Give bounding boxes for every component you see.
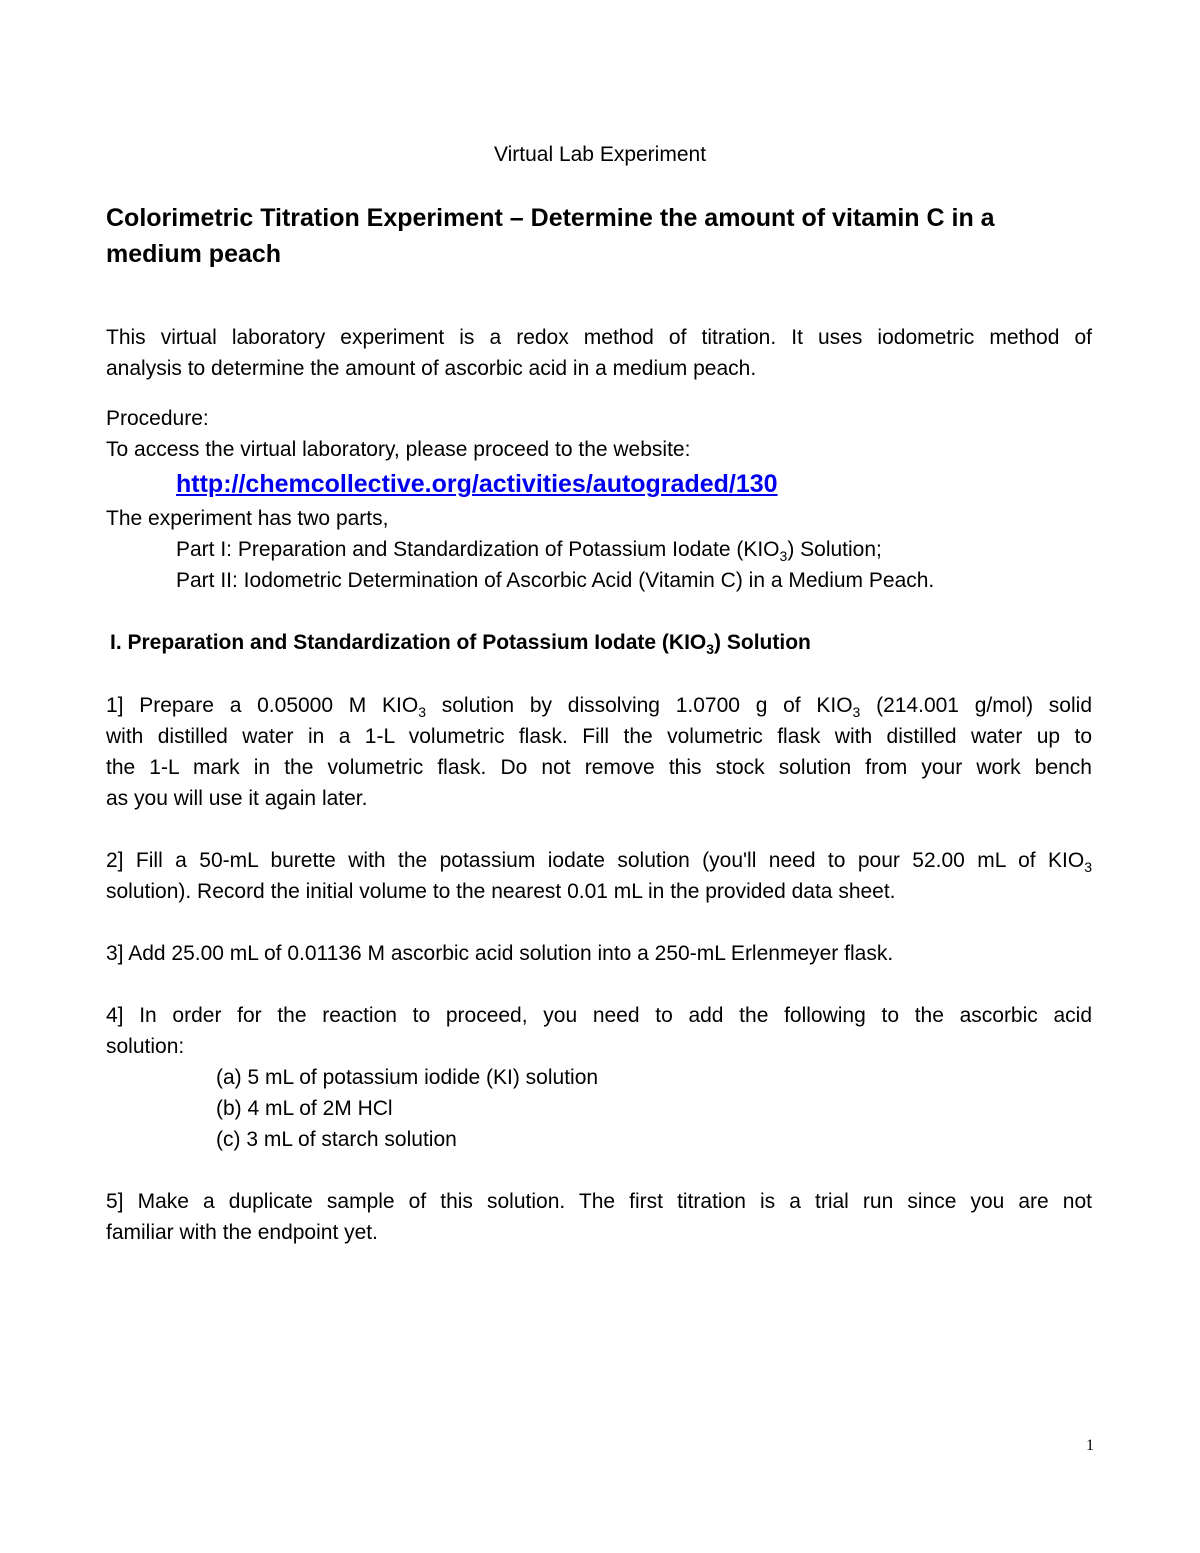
access-text: To access the virtual laboratory, please proceed to the website: (106, 438, 691, 461)
step5-line2: familiar with the endpoint yet. (106, 1221, 378, 1244)
part1-line: Part I: Preparation and Standardization of Potassium Iodate $(KIO_3)$ Solution; (176, 538, 882, 564)
step1-line3: the 1-L mark in the volumetric flask. Do not remove this stock solution from your work bench (106, 756, 1092, 779)
step4-item-a: (a) 5 mL of potassium iodide (KI) solution (216, 1066, 599, 1089)
intro-line2: analysis to determine the amount of ascorbic acid in a medium peach. (106, 357, 757, 380)
step1-line4: as you will use it again later. (106, 787, 368, 810)
part2-line: Part II: Iodometric Determination of Ascorbic Acid (Vitamin C) in a Medium Peach. (176, 569, 935, 592)
section1-heading: I. Preparation and Standardization of Potassium Iodate $(KIO_3)$ Solution (110, 631, 811, 657)
step3-line: 3] Add 25.00 mL of 0.01136 M ascorbic acid solution into a 250-mL Erlenmeyer flask. (106, 942, 894, 965)
step4-line2: solution: (106, 1035, 185, 1058)
intro-line1: This virtual laboratory experiment is a redox method of titration. It uses iodometric method of (106, 326, 1092, 349)
step5-line1: 5] Make a duplicate sample of this solution. The first titration is a trial run since you are not (106, 1190, 1092, 1213)
step2-line1: 2] Fill a 50-mL burette with the potassium iodate solution (you'll need to pour 52.00 mL of $KIO_3$ (106, 849, 1092, 875)
procedure-label: Procedure: (106, 407, 209, 430)
page-number: 1 (1086, 1437, 1094, 1454)
step1-line1: 1] Prepare a 0.05000 M $KIO_3$ solution by dissolving 1.0700 g of $KIO_3$ (214.001 g/mol) solid (106, 694, 1092, 720)
step4-line1: 4] In order for the reaction to proceed, you need to add the following to the ascorbic acid (106, 1004, 1092, 1027)
step2-line2: solution). Record the initial volume to the nearest 0.01 mL in the provided data sheet. (106, 880, 896, 903)
step4-item-b: (b) 4 mL of 2M HCl (216, 1097, 393, 1120)
document-heading-line2: medium peach (106, 240, 282, 268)
step4-item-c: (c) 3 mL of starch solution (216, 1128, 457, 1151)
document-title: Virtual Lab Experiment (493, 143, 707, 166)
parts-intro: The experiment has two parts, (106, 507, 389, 530)
step1-line2: with distilled water in a 1-L volumetric flask. Fill the volumetric flask with distilled water up to (106, 725, 1092, 748)
document-heading-line1: Colorimetric Titration Experiment – Determine the amount of vitamin C in a (106, 204, 995, 232)
chemcollective-link[interactable]: http://chemcollective.org/activities/autograded/130 (176, 470, 778, 498)
